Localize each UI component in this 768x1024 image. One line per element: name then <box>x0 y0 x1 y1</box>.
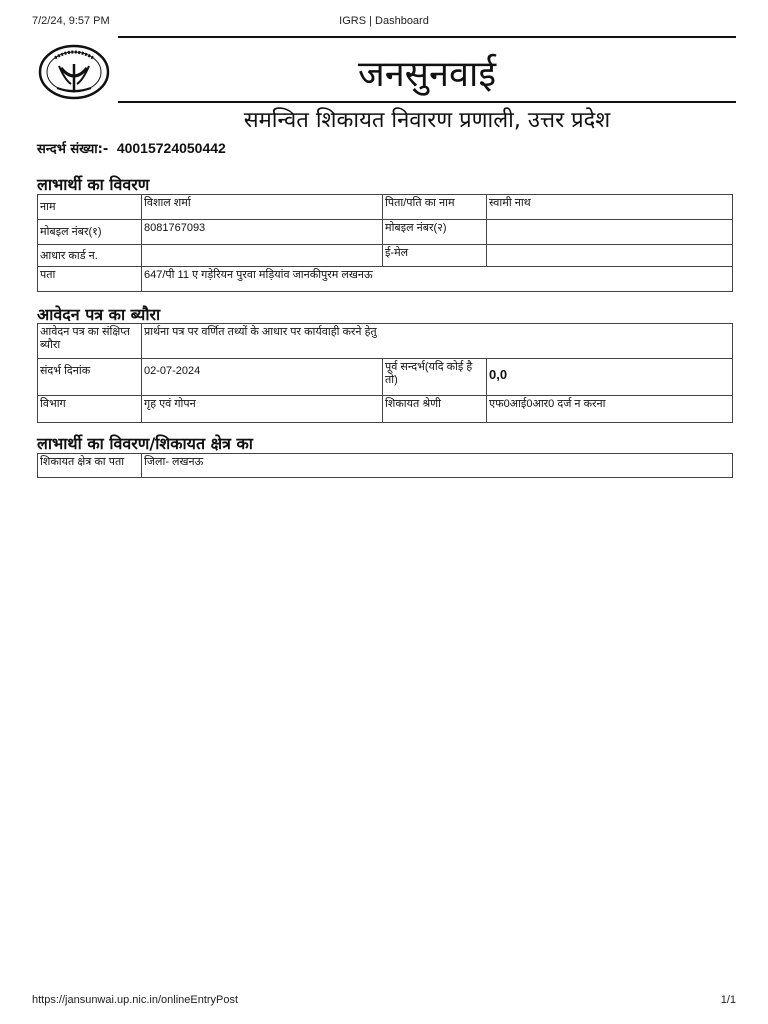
header-rule-bottom <box>118 101 736 103</box>
complaint-area-table <box>37 453 733 478</box>
table-row <box>38 359 733 396</box>
father-label: पिता/पति का नाम <box>383 195 487 220</box>
mobile2-value <box>487 220 733 245</box>
aadhaar-label: आधार कार्ड न. <box>38 245 142 267</box>
address-value: 647/पी 11 ए गड़ेरियन पुरवा मड़ियांव जानकीपुरम लखनऊ <box>142 267 733 292</box>
application-heading: आवेदन पत्र का ब्यौरा <box>37 305 161 324</box>
table-row <box>38 454 733 478</box>
summary-label: आवेदन पत्र का संक्षिप्त ब्यौरा <box>38 324 142 359</box>
beneficiary-heading: लाभार्थी का विवरण <box>37 175 150 194</box>
reference-value: 40015724050442 <box>116 140 226 156</box>
reference-number <box>37 139 226 157</box>
up-emblem-icon <box>37 44 111 100</box>
page-subtitle: समन्वित शिकायत निवारण प्रणाली, उत्तर प्रदेश <box>243 108 611 133</box>
complaint-address-value: जिला- लखनऊ <box>142 454 733 478</box>
mobile1-label: मोबइल नंबर(१) <box>38 220 142 245</box>
print-datetime: 7/2/24, 9:57 PM <box>32 15 110 27</box>
page-title: जनसुनवाई <box>357 54 497 95</box>
complaint-area-heading: लाभार्थी का विवरण/शिकायत क्षेत्र का <box>37 434 253 453</box>
ref-date-label: संदर्भ दिनांक <box>38 359 142 396</box>
category-label: शिकायत श्रेणी <box>383 396 487 423</box>
header-rule-top <box>118 36 736 38</box>
category-value: एफ0आई0आर0 दर्ज न करना <box>487 396 733 423</box>
email-label: ई-मेल <box>383 245 487 267</box>
table-row <box>38 195 733 220</box>
table-row <box>38 245 733 267</box>
mobile2-label: मोबइल नंबर(२) <box>383 220 487 245</box>
prev-ref-value: 0,0 <box>487 359 733 396</box>
father-value: स्वामी नाथ <box>487 195 733 220</box>
print-header <box>32 15 736 27</box>
prev-ref-label: पूर्व सन्दर्भ(यदि कोई है तो) <box>383 359 487 396</box>
page-url: https://jansunwai.up.nic.in/onlineEntryPost <box>32 994 239 1006</box>
page-count: 1/1 <box>720 994 736 1006</box>
department-value: गृह एवं गोपन <box>142 396 383 423</box>
address-label: पता <box>38 267 142 292</box>
summary-value: प्रार्थना पत्र पर वर्णित तथ्यों के आधार पर कार्यवाही करने हेतु <box>142 324 733 359</box>
print-page-title: IGRS | Dashboard <box>339 15 429 27</box>
table-row <box>38 324 733 359</box>
beneficiary-table <box>37 194 733 292</box>
application-table <box>37 323 733 423</box>
mobile1-value: 8081767093 <box>142 220 383 245</box>
name-label: नाम <box>38 195 142 220</box>
name-value: विशाल शर्मा <box>142 195 383 220</box>
table-row <box>38 396 733 423</box>
table-row <box>38 220 733 245</box>
ref-date-value: 02-07-2024 <box>142 359 383 396</box>
department-label: विभाग <box>38 396 142 423</box>
complaint-address-label: शिकायत क्षेत्र का पता <box>38 454 142 478</box>
email-value <box>487 245 733 267</box>
print-footer <box>32 994 736 1006</box>
aadhaar-value <box>142 245 383 267</box>
reference-label: सन्दर्भ संख्या:- <box>37 142 109 157</box>
table-row <box>38 267 733 292</box>
